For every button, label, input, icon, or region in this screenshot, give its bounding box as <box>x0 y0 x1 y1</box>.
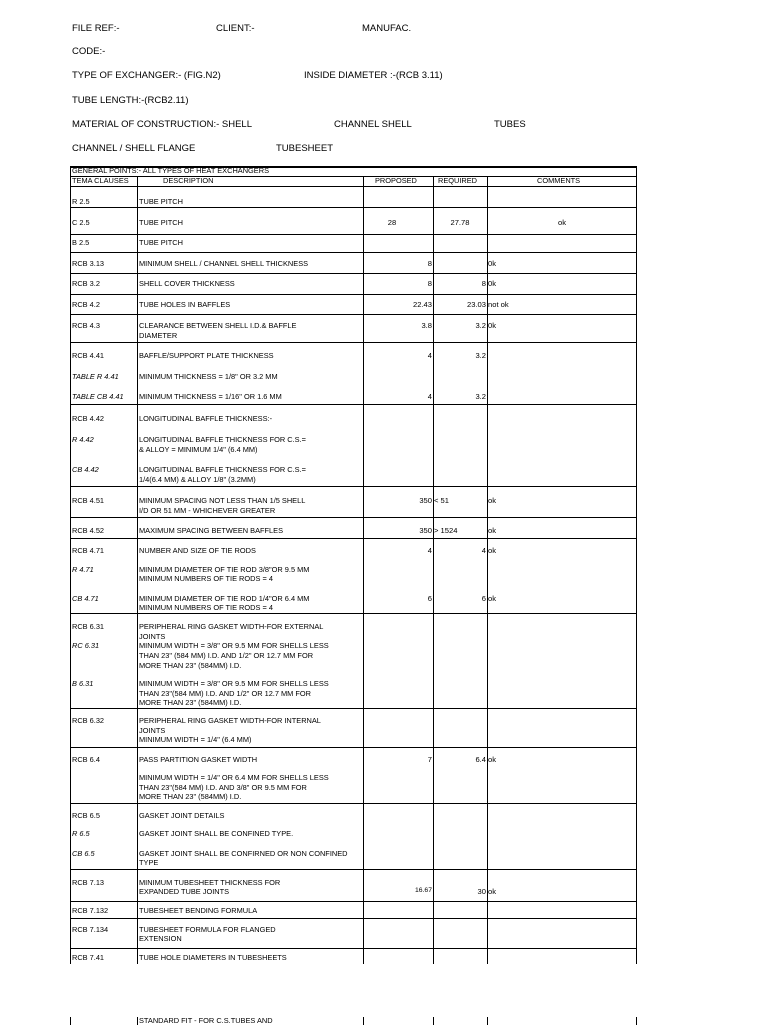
description-cell: GASKET JOINT SHALL BE CONFIRNED OR NON CONFINED <box>139 849 348 858</box>
clause-cell: B 2.5 <box>72 238 90 247</box>
channel-shell-flange-label: CHANNEL / SHELL FLANGE <box>72 143 196 154</box>
inside-diameter-label: INSIDE DIAMETER :-(RCB 3.11) <box>304 70 443 81</box>
row-divider <box>70 901 637 902</box>
description-cell-line3: MINIMUM WIDTH = 1/4" (6.4 MM) <box>139 735 252 744</box>
description-cell-line2: EXTENSION <box>139 934 182 943</box>
clause-cell: RCB 7.41 <box>72 953 105 962</box>
required-cell: 27.78 <box>450 218 470 227</box>
proposed-cell: 4 <box>427 546 432 555</box>
clause-cell: R 4.71 <box>72 565 94 574</box>
row-divider <box>70 342 637 343</box>
description-cell-line2: THAN 23" (584 MM) I.D. AND 1/2" OR 12.7 MM FOR <box>139 651 314 660</box>
col-header-tema: TEMA CLAUSES <box>72 176 129 185</box>
client-label: CLIENT:- <box>216 23 255 34</box>
description-cell: MINIMUM WIDTH = 3/8" OR 9.5 MM FOR SHELLS LESS <box>139 641 329 650</box>
description-cell: LONGITUDINAL BAFFLE THICKNESS FOR C.S.= <box>139 435 306 444</box>
table-border-right <box>636 166 637 964</box>
row-divider <box>70 273 637 274</box>
clause-cell: TABLE CB 4.41 <box>72 392 124 401</box>
clause-cell: R 4.42 <box>72 435 94 444</box>
description-cell: SHELL COVER THICKNESS <box>139 279 235 288</box>
manufac-label: MANUFAC. <box>362 23 412 34</box>
description-cell-line2: MINIMUM NUMBERS OF TIE RODS = 4 <box>139 603 273 612</box>
type-of-exchanger-label: TYPE OF EXCHANGER:- (FIG.N2) <box>72 70 221 81</box>
description-cell: TUBE PITCH <box>139 238 183 247</box>
required-cell: 6.4 <box>475 755 486 764</box>
description-cell: LONGITUDINAL BAFFLE THICKNESS:- <box>139 414 273 423</box>
required-cell: 8 <box>481 279 486 288</box>
description-cell-line3: MORE THAN 23" (584MM) I.D. <box>139 792 242 801</box>
clause-cell: RCB 7.134 <box>72 925 109 934</box>
proposed-cell: 28 <box>387 218 397 227</box>
proposed-cell: 22.43 <box>412 300 432 309</box>
comment-cell: ok <box>557 218 567 227</box>
row-divider <box>70 314 637 315</box>
clause-cell: RCB 4.51 <box>72 496 105 505</box>
comment-cell: 0k <box>488 321 497 330</box>
comment-cell: ok <box>488 594 497 603</box>
row-divider <box>70 486 637 487</box>
clause-cell: R 6.5 <box>72 829 90 838</box>
row-divider <box>70 708 637 709</box>
description-cell: GASKET JOINT DETAILS <box>139 811 225 820</box>
description-cell-line2: JOINTS <box>139 726 166 735</box>
description-cell: PERIPHERAL RING GASKET WIDTH-FOR EXTERNAL <box>139 622 324 631</box>
description-cell: TUBESHEET FORMULA FOR FLANGED <box>139 925 276 934</box>
row-divider <box>70 538 637 539</box>
comment-cell: ok <box>488 526 497 535</box>
clause-cell: RCB 4.41 <box>72 351 105 360</box>
required-cell: > 1524 <box>434 526 458 535</box>
comment-cell: ok <box>488 546 497 555</box>
description-cell: MINIMUM SPACING NOT LESS THAN 1/5 SHELL <box>139 496 306 505</box>
row-divider <box>70 747 637 748</box>
proposed-cell: 7 <box>427 755 432 764</box>
clause-cell: RCB 7.132 <box>72 906 109 915</box>
row-divider <box>70 803 637 804</box>
required-cell: 4 <box>481 546 486 555</box>
channel-shell-label: CHANNEL SHELL <box>334 119 412 130</box>
col-header-required: REQUIRED <box>438 176 478 185</box>
next-page-text: STANDARD FIT - FOR C.S.TUBES AND <box>139 1016 273 1025</box>
clause-cell: CB 6.5 <box>72 849 95 858</box>
clause-cell: CB 4.42 <box>72 465 99 474</box>
required-cell: 3.2 <box>475 321 486 330</box>
comment-cell: ok <box>488 887 497 896</box>
description-cell-line2: 1/4(6.4 MM) & ALLOY 1/8" (3.2MM) <box>139 475 256 484</box>
description-cell-line3: MORE THAN 23" (584MM) I.D. <box>139 661 242 670</box>
description-cell-line2: TYPE <box>139 858 159 867</box>
description-cell: MINIMUM TUBESHEET THICKNESS FOR <box>139 878 281 887</box>
description-cell-line3: MORE THAN 23" (584MM) I.D. <box>139 698 242 707</box>
col-header-description: DESCRIPTION <box>163 176 214 185</box>
code-label: CODE:- <box>72 46 106 57</box>
clause-cell: RCB 4.52 <box>72 526 105 535</box>
clause-cell: RCB 3.13 <box>72 259 105 268</box>
description-cell: CLEARANCE BETWEEN SHELL I.D.& BAFFLE <box>139 321 297 330</box>
required-cell: 3.2 <box>475 392 486 401</box>
row-divider <box>70 234 637 235</box>
proposed-cell: 350 <box>419 526 432 535</box>
description-cell: BAFFLE/SUPPORT PLATE THICKNESS <box>139 351 274 360</box>
tubesheet-label: TUBESHEET <box>276 143 334 154</box>
file-ref-label: FILE REF:- <box>72 23 120 34</box>
description-cell: MAXIMUM SPACING BETWEEN BAFFLES <box>139 526 283 535</box>
clause-cell: RCB 6.32 <box>72 716 105 725</box>
proposed-cell: 4 <box>427 392 432 401</box>
comment-cell: 0k <box>488 259 497 268</box>
description-cell: GASKET JOINT SHALL BE CONFINED TYPE. <box>139 829 294 838</box>
row-divider <box>70 948 637 949</box>
required-cell: 30 <box>477 887 486 896</box>
description-cell: NUMBER AND SIZE OF TIE RODS <box>139 546 256 555</box>
material-label: MATERIAL OF CONSTRUCTION:- SHELL <box>72 119 252 130</box>
row-divider <box>70 404 637 405</box>
description-cell: MINIMUM SHELL / CHANNEL SHELL THICKNESS <box>139 259 309 268</box>
tubes-label: TUBES <box>494 119 526 130</box>
proposed-cell: 16.67 <box>414 887 432 894</box>
description-cell-line2: & ALLOY = MINIMUM 1/4" (6.4 MM) <box>139 445 258 454</box>
clause-cell: RCB 6.5 <box>72 811 100 820</box>
clause-cell: RCB 4.42 <box>72 414 105 423</box>
description-cell: LONGITUDINAL BAFFLE THICKNESS FOR C.S.= <box>139 465 306 474</box>
clause-cell: RCB 6.31 <box>72 622 105 631</box>
description-cell-line2: THAN 23"(584 MM) I.D. AND 3/8" OR 9.5 MM FOR <box>139 783 307 792</box>
tube-length-label: TUBE LENGTH:-(RCB2.11) <box>72 95 189 106</box>
col-header-comments: COMMENTS <box>537 176 581 185</box>
proposed-cell: 3.8 <box>421 321 432 330</box>
description-cell: PERIPHERAL RING GASKET WIDTH-FOR INTERNAL <box>139 716 321 725</box>
clause-cell: TABLE R 4.41 <box>72 372 119 381</box>
description-cell: MINIMUM THICKNESS = 1/16" OR 1.6 MM <box>139 392 282 401</box>
general-points-heading: GENERAL POINTS:- ALL TYPES OF HEAT EXCHANGERS <box>72 166 269 175</box>
description-cell: TUBE PITCH <box>139 197 183 206</box>
comment-cell: not ok <box>488 300 509 309</box>
description-cell-line2: DIAMETER <box>139 331 178 340</box>
description-cell: TUBE PITCH <box>139 218 183 227</box>
row-divider <box>70 517 637 518</box>
proposed-cell: 4 <box>427 351 432 360</box>
row-divider <box>70 207 637 208</box>
col-header-proposed: PROPOSED <box>375 176 417 185</box>
clause-cell: CB 4.71 <box>72 594 99 603</box>
row-divider <box>70 252 637 253</box>
clause-cell: RCB 3.2 <box>72 279 100 288</box>
column-header-divider <box>70 186 637 187</box>
description-cell: MINIMUM WIDTH = 3/8" OR 9.5 MM FOR SHELLS LESS <box>139 679 329 688</box>
table-border-left <box>70 166 71 964</box>
description-cell: TUBESHEET BENDING FORMULA <box>139 906 258 915</box>
proposed-cell: 350 <box>419 496 432 505</box>
comment-cell: 0k <box>488 279 497 288</box>
row-divider <box>70 869 637 870</box>
description-cell: MINIMUM DIAMETER OF TIE ROD 3/8"OR 9.5 MM <box>139 565 310 574</box>
required-cell: 3.2 <box>475 351 486 360</box>
clause-cell: RCB 4.3 <box>72 321 100 330</box>
row-divider <box>70 613 637 614</box>
description-cell-line2: MINIMUM NUMBERS OF TIE RODS = 4 <box>139 574 273 583</box>
description-cell: TUBE HOLES IN BAFFLES <box>139 300 231 309</box>
description-cell: PASS PARTITION GASKET WIDTH <box>139 755 258 764</box>
clause-cell: RCB 4.2 <box>72 300 100 309</box>
clause-cell: B 6.31 <box>72 679 94 688</box>
description-cell-line2: THAN 23"(584 MM) I.D. AND 1/2" OR 12.7 MM FOR <box>139 689 311 698</box>
row-divider <box>70 294 637 295</box>
clause-cell: RCB 7.13 <box>72 878 105 887</box>
required-cell: 6 <box>481 594 486 603</box>
clause-cell: R 2.5 <box>72 197 90 206</box>
clause-cell: RCB 4.71 <box>72 546 105 555</box>
required-cell: < 51 <box>434 496 449 505</box>
row-divider <box>70 918 637 919</box>
description-cell: MINIMUM WIDTH = 1/4" OR 6.4 MM FOR SHELLS LESS <box>139 773 329 782</box>
comment-cell: ok <box>488 496 497 505</box>
description-cell: MINIMUM DIAMETER OF TIE ROD 1/4"OR 6.4 MM <box>139 594 310 603</box>
proposed-cell: 8 <box>427 279 432 288</box>
required-cell: 23.03 <box>466 300 486 309</box>
comment-cell: ok <box>488 755 497 764</box>
proposed-cell: 6 <box>427 594 432 603</box>
description-cell: MINIMUM THICKNESS = 1/8" OR 3.2 MM <box>139 372 278 381</box>
proposed-cell: 8 <box>427 259 432 268</box>
clause-cell: C 2.5 <box>72 218 90 227</box>
clause-cell: RCB 6.4 <box>72 755 100 764</box>
description-cell-line2: I/D OR 51 MM - WHICHEVER GREATER <box>139 506 276 515</box>
clause-cell: RC 6.31 <box>72 641 100 650</box>
description-cell-line2: EXPANDED TUBE JOINTS <box>139 887 230 896</box>
description-cell-line2: JOINTS <box>139 632 166 641</box>
description-cell: TUBE HOLE DIAMETERS IN TUBESHEETS <box>139 953 287 962</box>
